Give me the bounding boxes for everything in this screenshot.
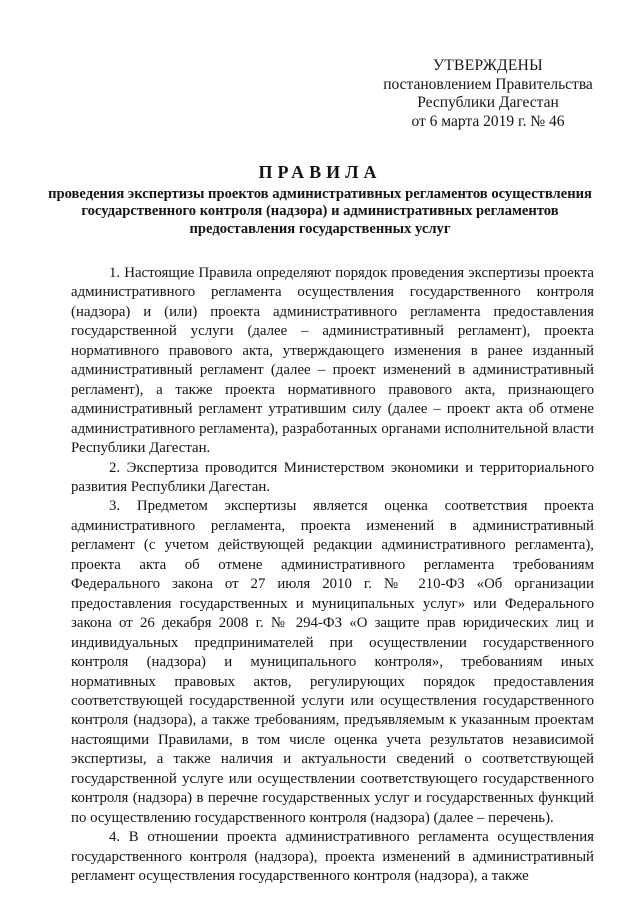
paragraph-4: 4. В отношении проекта административного регламента осуществления государственного контроля (надзора), проекта изменений в административный регламент осуществления государственного контроля (надзора), а также: [71, 829, 594, 885]
approval-date-line: от 6 марта 2019 г. № 46: [411, 112, 565, 130]
paragraph-3: 3. Предметом экспертизы является оценка соответствия проекта административного регламента, проекта изменений в административный регламент (с учетом действующей редакции административного регламента), проекта акта об отмене административного регламента требованиям Федерального закона от 27 июля 2010 г. № 210-ФЗ «Об организации предоставления государственных и муниципальных услуг» или Федерального закона от 26 декабря 2008 г. № 294-ФЗ «О защите прав юридических лиц и индивидуальных предпринимателей при осуществлении государственного контроля (надзора) и муниципального контроля», требованиям иных нормативных правовых актов, регулирующих порядок предоставления соответствующей государственной услуги или осуществления государственного контроля (надзора), а также требованиям, предъявляемым к указанным проектам настоящими Правилами, в том числе оценка учета результатов независимой экспертизы, а также наличия и актуальности сведений о соответствующей государственной услуге или осуществлении соответствующего государственного контроля (надзора) в перечне государственных услуг и государственных функций по осуществлению государственного контроля (надзора) (далее – перечень).: [71, 498, 594, 826]
paragraph-2: 2. Экспертиза проводится Министерством экономики и территориального развития Республики Дагестан.: [71, 459, 594, 495]
document-title-block: [40, 160, 600, 238]
document-subtitle: проведения экспертизы проектов административных регламентов осуществления государственного контроля (надзора) и административных регламентов предоставления государственных услуг: [48, 186, 592, 237]
approval-heading: УТВЕРЖДЕНЫ: [433, 57, 543, 74]
document-title: ПРАВИЛА: [258, 162, 382, 182]
paragraph-1: 1. Настоящие Правила определяют порядок проведения экспертизы проекта административного регламента осуществления государственного контроля (надзора) и (или) проекта административного регламента предоставления государственной услуги (далее – административный регламент), проекта нормативного правового акта, утверждающего изменения в ранее изданный административный регламент (далее – проект изменений в административный регламент), а также проекта нормативного правового акта, признающего административный регламент утратившим силу (далее – проект акта об отмене административного регламента), разработанных органами исполнительной власти Республики Дагестан.: [71, 265, 594, 457]
approval-stamp: [368, 57, 608, 131]
document-body: [71, 264, 594, 887]
approval-line: Республики Дагестан: [417, 94, 559, 111]
approval-line: постановлением Правительства: [383, 75, 593, 93]
